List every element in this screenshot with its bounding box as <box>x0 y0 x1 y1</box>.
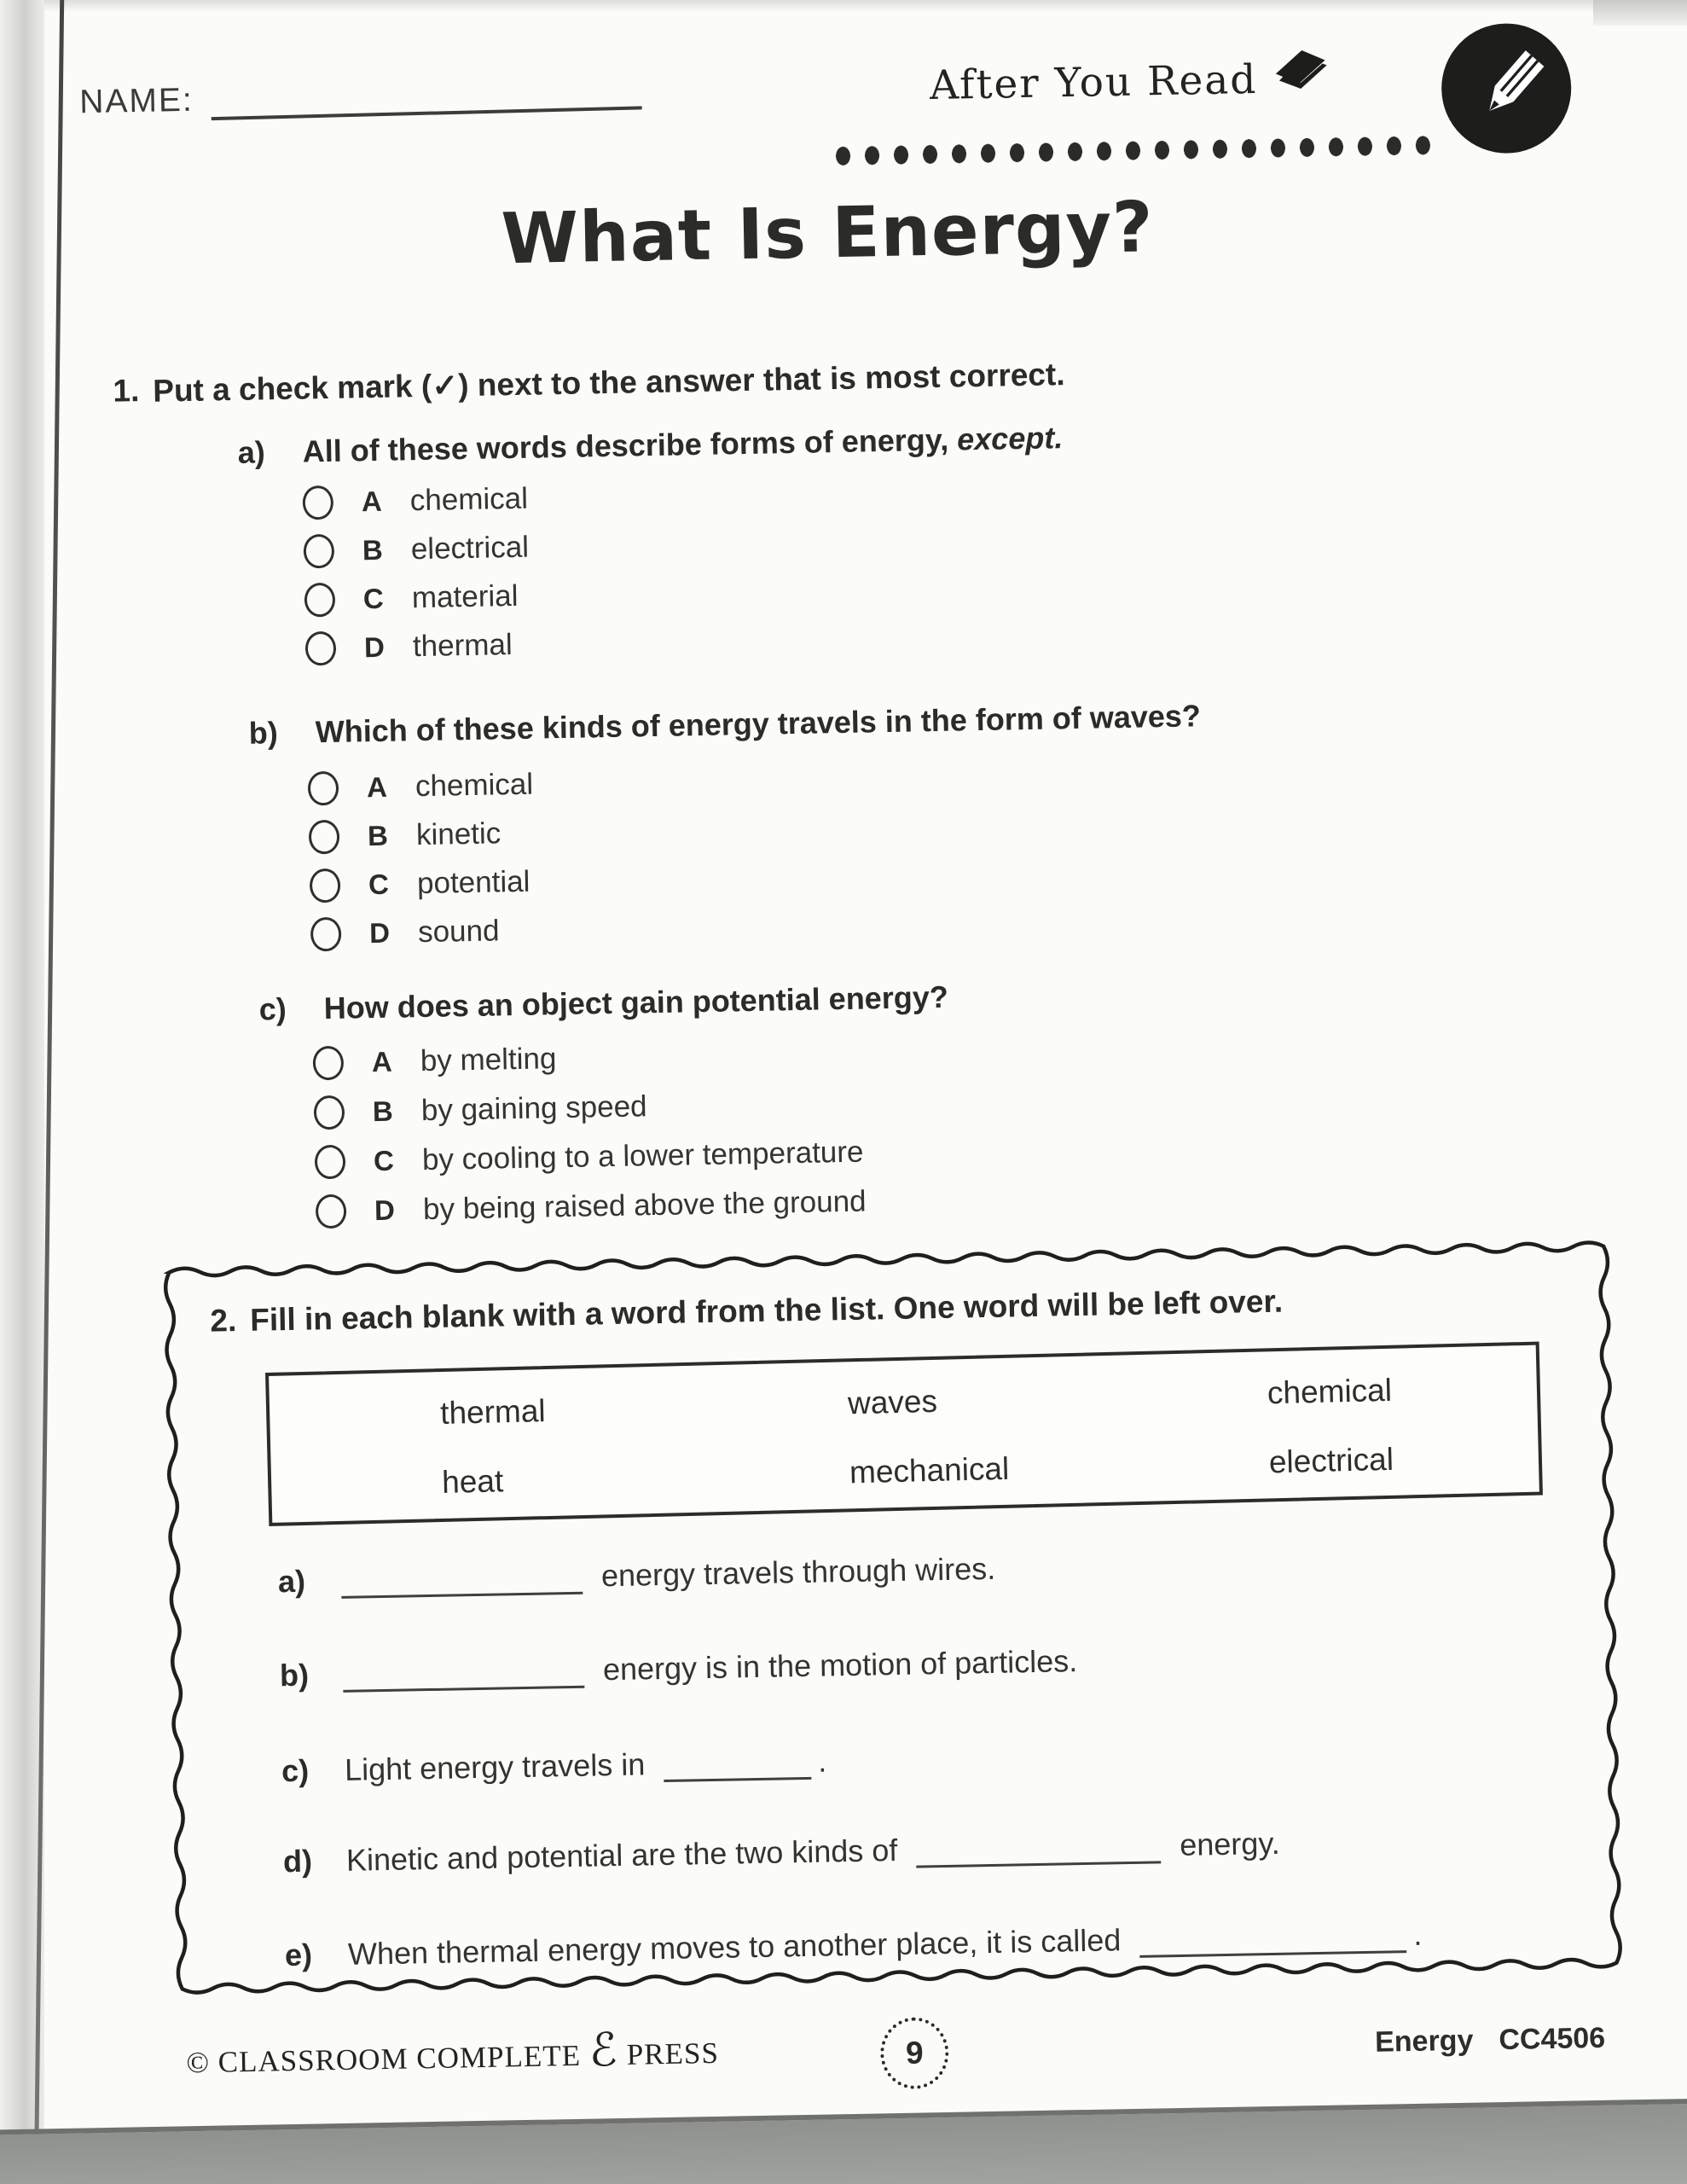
option-radio[interactable] <box>304 533 335 568</box>
option-letter: A <box>366 770 388 803</box>
option-letter: D <box>374 1194 396 1227</box>
word-bank-item: heat <box>441 1463 504 1501</box>
worksheet-title: What Is Energy? <box>500 187 1155 281</box>
part-b-options <box>307 760 536 959</box>
part-c-options <box>312 1029 867 1237</box>
option-radio[interactable] <box>309 819 340 854</box>
dots-divider <box>828 134 1435 167</box>
blank-after: energy travels through wires. <box>600 1550 996 1594</box>
bottom-scan-bar <box>0 2097 1687 2184</box>
option-text: material <box>411 578 519 614</box>
option-row <box>304 572 530 624</box>
option-letter: A <box>361 485 383 517</box>
option-letter: B <box>362 533 384 566</box>
word-bank-item: electrical <box>1268 1441 1394 1480</box>
option-text: potential <box>416 864 530 900</box>
q1-instruction: Put a check mark (✓) next to the answer that is most correct. <box>152 357 1065 409</box>
name-line[interactable] <box>210 68 641 120</box>
blank-after: . <box>1412 1916 1423 1952</box>
option-letter: D <box>363 630 386 663</box>
option-radio[interactable] <box>310 916 342 951</box>
publisher-logo-glyph: ℰ <box>588 2023 619 2077</box>
option-radio[interactable] <box>314 1095 345 1130</box>
blank-label: e) <box>284 1937 313 1973</box>
blank-after: . <box>817 1743 827 1779</box>
part-label: c) <box>258 990 287 1027</box>
blank-label: b) <box>279 1657 310 1693</box>
q2-number: 2. <box>210 1303 237 1339</box>
after-you-read-label: After You Read <box>929 55 1258 109</box>
q2-instruction: Fill in each blank with a word from the list. One word will be left over. <box>249 1283 1284 1338</box>
option-letter: C <box>362 582 385 614</box>
option-text: kinetic <box>415 816 501 851</box>
pencil-icon <box>1441 22 1573 154</box>
option-row <box>310 857 536 910</box>
option-radio[interactable] <box>313 1046 345 1081</box>
blank-line[interactable] <box>916 1827 1162 1867</box>
blank-after: energy. <box>1179 1825 1281 1862</box>
option-text: sound <box>417 913 500 949</box>
part-b-heading <box>248 698 1201 751</box>
blank-label: c) <box>281 1752 310 1789</box>
part-a-options <box>302 474 530 673</box>
blank-before: When thermal energy moves to another place, it is called <box>347 1922 1122 1972</box>
option-text: chemical <box>409 481 529 517</box>
blank-after: energy is in the motion of particles. <box>602 1643 1078 1687</box>
option-radio[interactable] <box>305 630 337 665</box>
blank-label: d) <box>282 1843 313 1879</box>
option-row <box>310 906 536 959</box>
option-radio[interactable] <box>315 1145 346 1180</box>
option-letter: D <box>368 916 391 949</box>
q1-instruction-row <box>113 356 1065 410</box>
option-text: chemical <box>415 767 534 803</box>
part-prompt: All of these words describe forms of energy, except. <box>302 420 1064 469</box>
option-text: by being raised above the ground <box>422 1184 867 1227</box>
blank-before: Light energy travels in <box>344 1746 646 1787</box>
option-radio[interactable] <box>316 1194 347 1229</box>
option-radio[interactable] <box>302 485 333 520</box>
option-row <box>307 760 533 813</box>
option-text: thermal <box>412 627 513 663</box>
blank-label: a) <box>277 1563 306 1600</box>
name-label: NAME: <box>78 81 194 121</box>
option-letter: C <box>373 1144 395 1177</box>
option-row <box>309 809 535 862</box>
footer-copyright <box>185 2023 720 2080</box>
word-bank-item: chemical <box>1267 1372 1393 1411</box>
option-letter: B <box>372 1095 394 1128</box>
page-number: 9 <box>905 2035 924 2071</box>
word-bank-item: waves <box>847 1383 938 1421</box>
word-bank-item: mechanical <box>849 1450 1010 1490</box>
part-prompt: Which of these kinds of energy travels in the form of waves? <box>315 698 1202 750</box>
option-letter: A <box>371 1045 393 1078</box>
option-radio[interactable] <box>304 582 336 617</box>
option-row <box>303 523 529 576</box>
prompt-italic: except. <box>956 420 1064 457</box>
part-c-heading <box>258 979 948 1028</box>
copyright-right: PRESS <box>626 2036 720 2071</box>
part-label: b) <box>248 715 279 751</box>
option-letter: C <box>368 868 390 900</box>
option-letter: B <box>367 819 389 851</box>
option-row <box>304 620 530 673</box>
option-radio[interactable] <box>308 770 339 805</box>
after-you-read <box>929 47 1330 116</box>
option-radio[interactable] <box>310 868 341 903</box>
option-row <box>316 1177 867 1237</box>
name-row <box>79 70 641 121</box>
footer-code-row <box>1375 2022 1606 2059</box>
part-label: a) <box>237 434 266 470</box>
option-text: by gaining speed <box>420 1089 647 1128</box>
blank-line[interactable] <box>664 1743 812 1782</box>
q1-number: 1. <box>113 373 140 409</box>
footer-series: Energy <box>1374 2024 1474 2059</box>
book-icon <box>1272 47 1330 109</box>
q2-section-box <box>161 1239 1624 1997</box>
blank-line[interactable] <box>1139 1916 1407 1958</box>
blank-line[interactable] <box>341 1558 583 1599</box>
word-bank-item: thermal <box>439 1393 547 1432</box>
blank-line[interactable] <box>343 1652 585 1693</box>
page-number-badge <box>880 2017 950 2089</box>
option-row <box>302 474 528 527</box>
copyright-left: © CLASSROOM COMPLETE <box>185 2038 582 2080</box>
option-text: by melting <box>420 1042 557 1078</box>
option-text: electrical <box>410 530 530 566</box>
part-a-heading <box>237 420 1063 471</box>
footer-code: CC4506 <box>1499 2021 1606 2057</box>
blank-before: Kinetic and potential are the two kinds of <box>345 1833 898 1878</box>
part-prompt: How does an object gain potential energy? <box>323 979 949 1026</box>
option-text: by cooling to a lower temperature <box>421 1135 864 1177</box>
word-bank <box>265 1342 1543 1526</box>
